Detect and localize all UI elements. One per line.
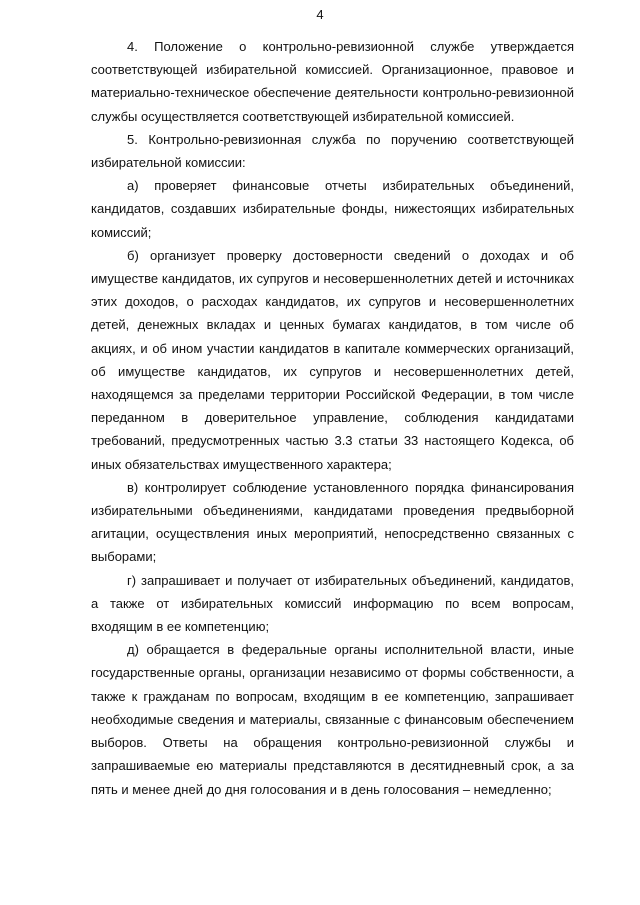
- subitem-a: а) проверяет финансовые отчеты избирательных объединений, кандидатов, создавших избирательные фонды, нижестоящих избирательных комиссий;: [91, 178, 574, 240]
- page-number: 4: [316, 7, 324, 22]
- subitem-v: в) контролирует соблюдение установленного порядка финансирования избирательными объединениями, кандидатами проведения предвыборной агитации, осуществления иных мероприятий, непосредственно связанных с выборами;: [91, 479, 574, 565]
- paragraph-item-4: 4. Положение о контрольно-ревизионной службе утверждается соответствующей избирательной комиссией. Организационное, правовое и материально-техническое обеспечение деятельности контрольно-ревизионной службы осуществляется соответствующей избирательной комиссией.: [91, 39, 574, 124]
- subitem-g: г) запрашивает и получает от избирательных объединений, кандидатов, а также от избирательных комиссий информацию по всем вопросам, входящим в ее компетенцию;: [91, 572, 574, 635]
- document-body: [91, 35, 574, 801]
- paragraph-item-5: 5. Контрольно-ревизионная служба по поручению соответствующей избирательной комиссии:: [91, 131, 574, 171]
- subitem-b: б) организует проверку достоверности сведений о доходах и об имуществе кандидатов, их супругов и несовершеннолетних детей и источниках этих доходов, о расходах кандидатов, их супругов и несовершеннолетних детей, денежных вкладах и ценных бумагах кандидатов, в том числе об акциях, и об ином участии кандидатов в капитале коммерческих организаций, об имуществе кандидатов, их супругов и несовершеннолетних детей, находящемся за пределами территории Российской Федерации, в том числе переданном в доверительное управление, соблюдения кандидатами требований, предусмотренных частью 3.3 статьи 33 настоящего Кодекса, об иных обязательствах имущественного характера;: [91, 247, 574, 472]
- subitem-d: д) обращается в федеральные органы исполнительной власти, иные государственные органы, организации независимо от формы собственности, а также к гражданам по вопросам, входящим в ее компетенцию, запрашивает необходимые сведения и материалы, связанные с финансовым обеспечением выборов. Ответы на обращения контрольно-ревизионной службы и запрашиваемые ею материалы представляются в десятидневный срок, а за пять и менее дней до дня голосования и в день голосования – немедленно;: [91, 642, 574, 797]
